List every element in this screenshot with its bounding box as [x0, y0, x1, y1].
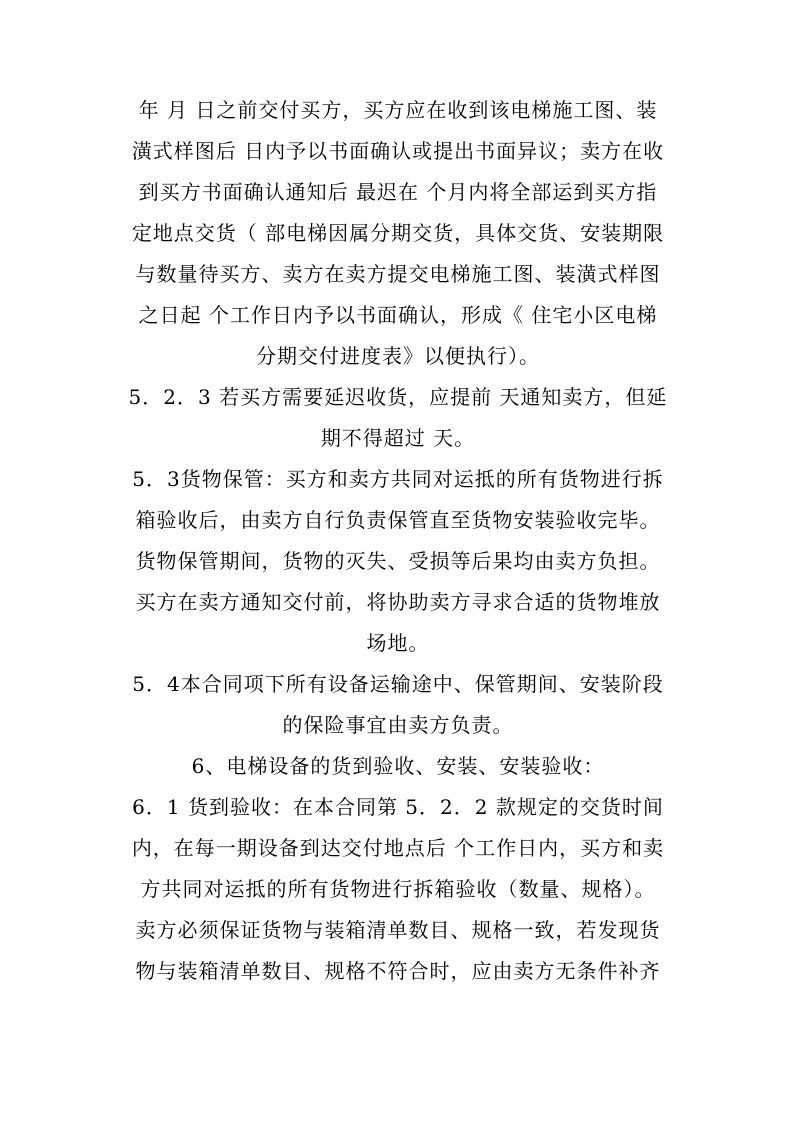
section-5-2-3: 5．2．3 若买方需要延迟收货，应提前 天通知卖方，但延	[128, 385, 668, 409]
body-line-2: 潢式样图后 日内予以书面确认或提出书面异议；卖方在收	[131, 139, 665, 163]
body-line-5: 与数量待买方、卖方在卖方提交电梯施工图、装潢式样图	[135, 262, 661, 286]
section-6-heading: 6、电梯设备的货到验收、安装、安装验收：	[191, 754, 605, 778]
body-line-4: 定地点交货（ 部电梯因属分期交货，具体交货、安装期限	[131, 221, 665, 245]
body-line-6: 之日起 个工作日内予以书面确认，形成《 住宅小区电梯	[138, 303, 658, 327]
section-5-3: 5．3货物保管：买方和卖方共同对运抵的所有货物进行拆	[132, 467, 664, 491]
section-5-4: 5．4本合同项下所有设备运输途中、保管期间、安装阶段	[132, 672, 664, 696]
body-line-16: 的保险事宜由卖方负责。	[282, 713, 514, 737]
body-line-3: 到买方书面确认通知后 最迟在 个月内将全部运到买方指	[138, 180, 658, 204]
body-line-22: 物与装箱清单数目、规格不符合时，应由卖方无条件补齐	[135, 959, 661, 983]
section-6-1: 6．1 货到验收：在本合同第 5．2．2 款规定的交货时间	[132, 795, 664, 819]
body-line-19: 内，在每一期设备到达交付地点后 个工作日内，买方和卖	[131, 836, 665, 860]
body-line-21: 卖方必须保证货物与装箱清单数目、规格一致，若发现货	[135, 918, 661, 942]
body-line-13: 买方在卖方通知交付前，将协助卖方寻求合适的货物堆放	[135, 590, 661, 614]
body-line-9: 期不得超过 天。	[320, 426, 476, 450]
body-line-14: 场地。	[366, 631, 430, 655]
body-line-12: 货物保管期间，货物的灭失、受损等后果均由卖方负担。	[135, 549, 661, 573]
body-line-11: 箱验收后，由卖方自行负责保管直至货物安装验收完毕。	[135, 508, 661, 532]
body-line-7: 分期交付进度表》以便执行）。	[256, 344, 540, 368]
body-line-20: 方共同对运抵的所有货物进行拆箱验收（数量、规格）。	[140, 877, 656, 901]
body-line-1: 年 月 日之前交付买方，买方应在收到该电梯施工图、装	[138, 98, 658, 122]
